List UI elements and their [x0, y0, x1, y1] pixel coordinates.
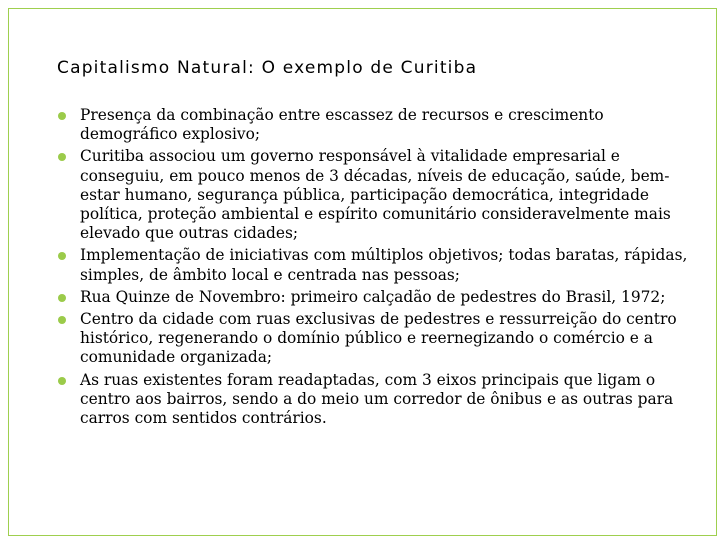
bullet-icon: [58, 112, 66, 120]
bullet-item: [58, 288, 690, 307]
bullet-item: [58, 246, 690, 284]
bullet-text: Implementação de iniciativas com múltiplos objetivos; todas baratas, rápidas, simples, de âmbito local e centrada nas pessoas;: [80, 246, 688, 284]
slide-title: Capitalismo Natural: O exemplo de Curitiba: [57, 58, 478, 78]
bullet-text: As ruas existentes foram readaptadas, com 3 eixos principais que ligam o centro aos bairros, sendo a do meio um corredor de ônibus e as outras para carros com sentidos contrários.: [80, 370, 674, 428]
bullet-icon: [58, 377, 66, 385]
bullet-item: [58, 147, 690, 243]
bullet-text: Presença da combinação entre escassez de recursos e crescimento demográfico explosivo;: [80, 106, 604, 144]
bullet-icon: [58, 316, 66, 324]
bullet-item: [58, 106, 690, 144]
bullet-text: Curitiba associou um governo responsável à vitalidade empresarial e conseguiu, em pouco menos de 3 décadas, níveis de educação, saúde, bem-estar humano, segurança pública, participação democrática, integridade política, proteção ambiental e espírito comunitário consideravelmente mais elevado que outras cidades;: [80, 147, 671, 243]
bullet-text: Centro da cidade com ruas exclusivas de pedestres e ressurreição do centro histórico, regenerando o domínio público e reernegizando o comércio e a comunidade organizada;: [80, 310, 677, 367]
bullet-icon: [58, 294, 66, 302]
bullet-icon: [58, 252, 66, 260]
bullet-item: [58, 371, 690, 429]
bullet-text: Rua Quinze de Novembro: primeiro calçadão de pedestres do Brasil, 1972;: [80, 287, 666, 306]
bullet-icon: [58, 153, 66, 161]
bullet-list: [58, 106, 690, 431]
bullet-item: [58, 310, 690, 368]
